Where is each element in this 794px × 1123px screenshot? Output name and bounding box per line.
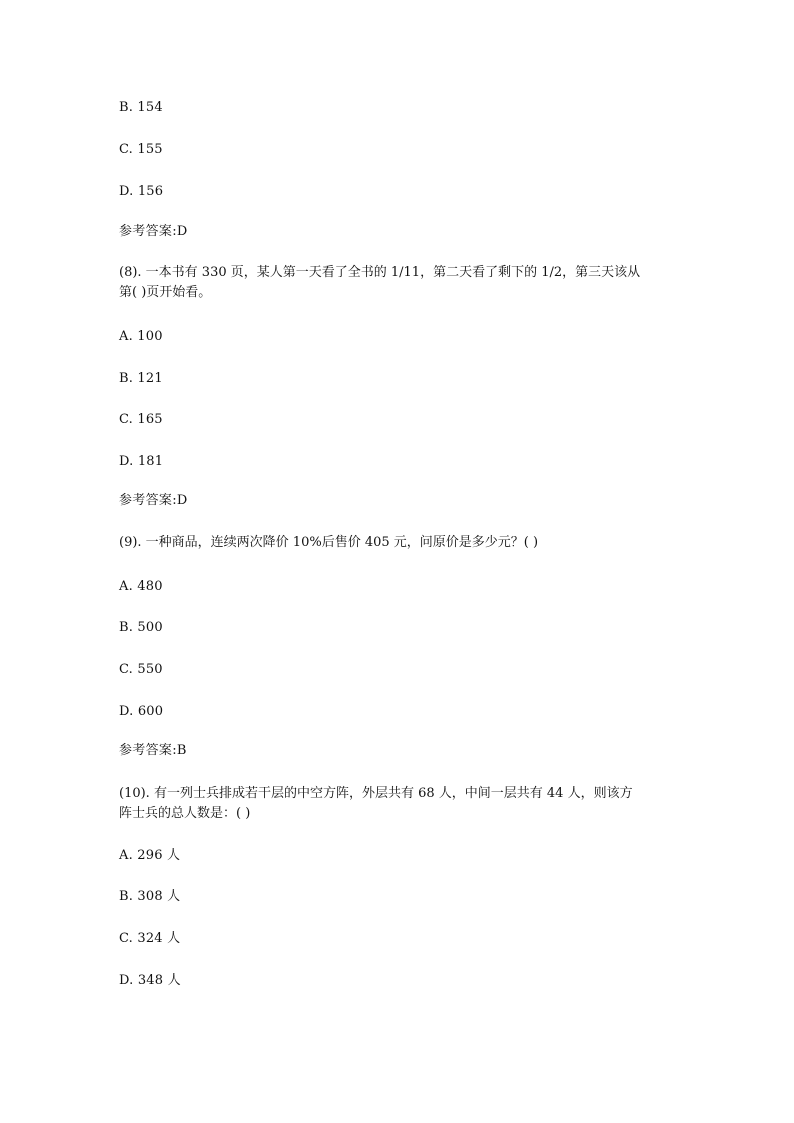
option-b: B. 154: [119, 100, 163, 115]
question-9-text: (9). 一种商品，连续两次降价 10%后售价 405 元，问原价是多少元？( ): [119, 535, 539, 550]
question-8-text-line2: 第( )页开始看。: [119, 285, 212, 300]
option-c: C. 155: [119, 142, 163, 157]
question-10-option-d: D. 348 人: [119, 973, 181, 988]
option-d: D. 156: [119, 184, 164, 199]
question-9-option-d: D. 600: [119, 704, 164, 719]
question-9-reference-answer: 参考答案:B: [119, 743, 187, 758]
question-10-option-c: C. 324 人: [119, 931, 181, 946]
question-8-reference-answer: 参考答案:D: [119, 493, 188, 508]
question-10-text-line2: 阵士兵的总人数是：( ): [119, 806, 251, 821]
question-10-text-line1: (10). 有一列士兵排成若干层的中空方阵，外层共有 68 人，中间一层共有 44 人，则该方: [119, 786, 633, 801]
question-10-option-a: A. 296 人: [119, 848, 181, 863]
question-9-option-a: A. 480: [119, 579, 163, 594]
question-8-option-d: D. 181: [119, 454, 164, 469]
question-9-option-c: C. 550: [119, 662, 163, 677]
question-8-option-a: A. 100: [119, 329, 163, 344]
question-10-option-b: B. 308 人: [119, 889, 181, 904]
question-8-option-b: B. 121: [119, 371, 163, 386]
reference-answer: 参考答案:D: [119, 224, 188, 239]
question-9-option-b: B. 500: [119, 620, 163, 635]
question-8-text-line1: (8). 一本书有 330 页，某人第一天看了全书的 1/11，第二天看了剩下的 1/2，第三天该从: [119, 265, 641, 280]
question-8-option-c: C. 165: [119, 412, 163, 427]
